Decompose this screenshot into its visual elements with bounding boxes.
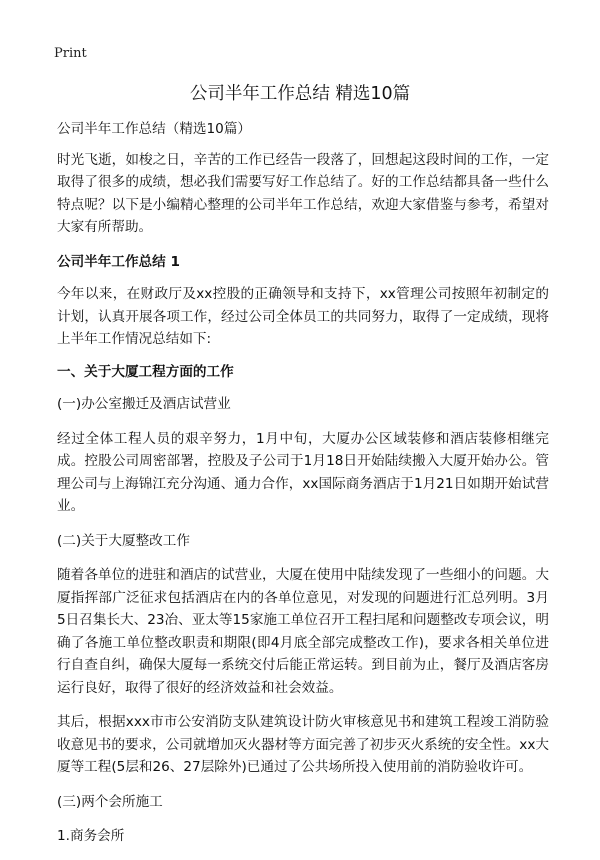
- item-heading-3: (三)两个会所施工: [57, 793, 163, 810]
- item-paragraph-1: 经过全体工程人员的艰辛努力，1月中旬，大厦办公区域装修和酒店装修相继完成。控股公司周密部署，控股及子公司于1月18日开始陆续搬入大厦开始办公。管理公司与上海锦江充分沟通、通力合作，xx国际商务酒店于1月21日如期开始试营业。: [57, 430, 549, 514]
- item-paragraph-2a: 随着各单位的进驻和酒店的试营业，大厦在使用中陆续发现了一些细小的问题。大厦指挥部广泛征求包括酒店在内的各单位意见，对发现的问题进行汇总列明。3月5日召集长大、23冶、亚太等15家施工单位召开工程扫尾和问题整改专项会议，明确了各施工单位整改职责和期限(即4月底全部完成整改工作)，要求各相关单位进行自查自纠，确保大厦每一系统交付后能正常运转。到目前为止，餐厅及酒店客房运行良好，取得了很好的经济效益和社会效益。: [57, 567, 549, 696]
- section-intro-paragraph: 今年以来，在财政厅及xx控股的正确领导和支持下，xx管理公司按照年初制定的计划，认真开展各项工作，经过公司全体员工的共同努力，取得了一定成绩，现将上半年工作情况总结如下:: [57, 286, 549, 347]
- item-heading-1: (一)办公室搬迁及酒店试营业: [57, 396, 231, 412]
- intro-paragraph: 时光飞逝，如梭之日，辛苦的工作已经告一段落了，回想起这段时间的工作，一定取得了很多的成绩，想必我们需要写好工作总结了。好的工作总结都具备一些什么特点呢？以下是小编精心整理的公司半年工作总结，欢迎大家借鉴与参考，希望对大家有所帮助。: [57, 151, 549, 235]
- section-heading: 公司半年工作总结 1: [57, 253, 180, 270]
- page-title: 公司半年工作总结 精选10篇: [189, 84, 411, 104]
- document-body: [57, 118, 549, 860]
- item-paragraph-2b: 其后，根据xxx市市公安消防支队建筑设计防火审核意见书和建筑工程竣工消防验收意见书的要求，公司就增加灭火器材等方面完善了初步灭火系统的安全性。xx大厦等工程(5层和26、27层除外)已通过了公共场所投入使用前的消防验收许可。: [57, 714, 549, 775]
- document-subtitle: 公司半年工作总结（精选10篇）: [57, 121, 252, 137]
- item-heading-2: (二)关于大厦整改工作: [57, 532, 190, 549]
- sub-item-heading: 1.商务会所: [57, 828, 125, 844]
- print-link[interactable]: Print: [54, 46, 87, 61]
- part-heading: 一、关于大厦工程方面的工作: [57, 363, 234, 380]
